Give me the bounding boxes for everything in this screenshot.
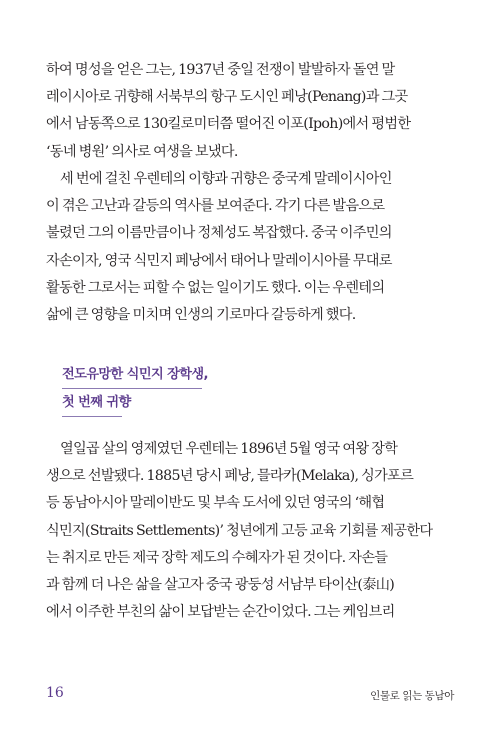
running-footer-title: 인물로 읽는 동남아 <box>370 690 454 702</box>
text-line: 에서 이주한 부친의 삶이 보답받는 순간이었다. 그는 케임브리 <box>46 604 395 621</box>
text-line: 하여 명성을 얻은 그는, 1937년 중일 전쟁이 발발하자 돌연 말 <box>46 62 395 78</box>
text-line: 이 겪은 고난과 갈등의 역사를 보여준다. 각기 다른 발음으로 <box>46 198 385 215</box>
text-line: ‘동네 병원’ 의사로 여생을 보냈다. <box>46 143 238 160</box>
section-heading <box>62 363 208 417</box>
text-line: 에서 남동쪽으로 130킬로미터쯤 떨어진 이포(Ipoh)에서 평범한 <box>46 116 411 133</box>
body-paragraph-1 <box>46 57 454 166</box>
body-paragraph-2 <box>46 166 454 329</box>
section-heading-line-2: 첫 번째 귀향 <box>62 391 122 417</box>
text-line: 세 번에 걸친 우렌테의 이향과 귀향은 중국계 말레이시아인 <box>60 171 392 187</box>
text-line: 생으로 선발됐다. 1885년 당시 페낭, 믈라카(Melaka), 싱가포르 <box>46 468 414 485</box>
text-line: 삶에 큰 영향을 미치며 인생의 기로마다 갈등하게 했다. <box>46 307 356 324</box>
text-line: 는 취지로 만든 제국 장학 제도의 수혜자가 된 것이다. 자손들 <box>46 549 388 566</box>
text-line: 레이시아로 귀향해 서북부의 항구 도시인 페낭(Penang)과 그곳 <box>46 89 408 106</box>
text-line: 불렸던 그의 이름만큼이나 정체성도 복잡했다. 중국 이주민의 <box>46 225 392 242</box>
text-line: 자손이자, 영국 식민지 페낭에서 태어나 말레이시아를 무대로 <box>46 252 392 269</box>
text-line: 등 동남아시아 말레이반도 및 부속 도서에 있던 영국의 ‘해협 <box>46 495 385 512</box>
text-line: 열일곱 살의 영제였던 우렌테는 1896년 5월 영국 여왕 장학 <box>60 441 398 457</box>
body-paragraph-3 <box>46 436 454 626</box>
text-line: 식민지(Straits Settlements)’ 청년에게 고등 교육 기회를 제공한다 <box>46 522 433 539</box>
text-line: 과 함께 더 나은 삶을 살고자 중국 광둥성 서남부 타이산(泰山) <box>46 577 395 594</box>
text-line: 활동한 그로서는 피할 수 없는 일이기도 했다. 이는 우렌테의 <box>46 279 385 296</box>
section-heading-line-1: 전도유망한 식민지 장학생, <box>62 363 202 389</box>
page-number: 16 <box>46 685 64 701</box>
